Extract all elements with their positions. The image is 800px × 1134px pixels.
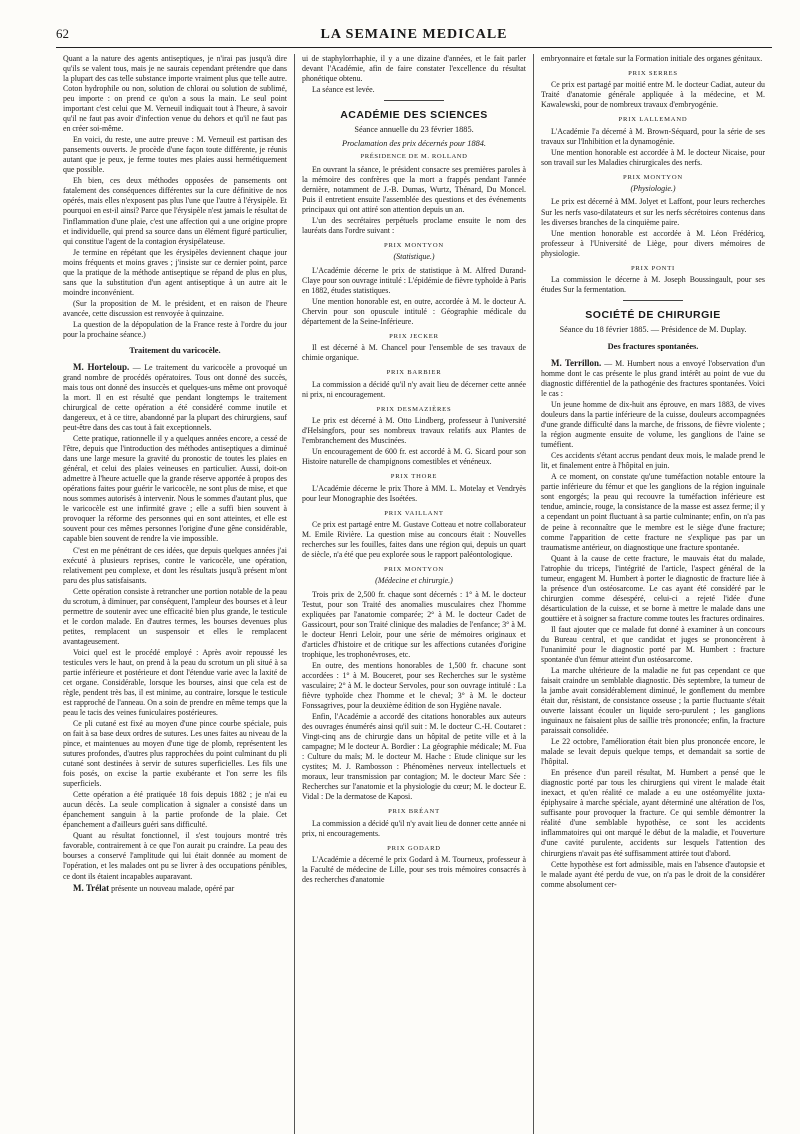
journal-title: LA SEMAINE MEDICALE [320,27,508,42]
speaker-name: M. Terrillon. [551,357,602,368]
prize-subheading: (Physiologie.) [630,184,676,194]
paragraph: En outre, des mentions honorables de 1,500 fr. chacune sont accordées : 1° à M. Bouceret, pour ses Recherches sur le système vasculaire; 2° à M. le docteur Servoles, pour son ouvrage intitulé : La fièvre typhoïde chez l'homme et le cheval; 3° à M. le docteur Fonssagrives, pour la deuxième édition de son Hygiène navale. [302,660,526,710]
page-number: 62 [56,26,69,41]
paragraph: Il est décerné à M. Chancel pour l'ensemble de ses travaux de chimie organique. [302,343,526,363]
paragraph: Trois prix de 2,500 fr. chaque sont décernés : 1° à M. le docteur Testut, pour son Traité des anomalies musculaires chez l'homme expliquées par l'anatomie comparée; 2° à M. le docteur Cadet de Gassicourt, pour son Traité clinique des maladies de l'enfance; 3° à M. le docteur Henri Leloir, pour une série de mémoires originaux et d'articles d'histoire et de critique sur les affections cutanées d'origine trophique, les trophonévroses, etc. [302,589,526,659]
paragraph: La commission a décidé qu'il n'y avait lieu de donner cette année ni prix, ni encouragements. [302,818,526,838]
paragraph: La commission a décidé qu'il n'y avait lieu de décerner cette année ni prix, ni encouragement. [302,379,526,399]
session-line: Séance du 18 février 1885. — Présidence de M. Duplay. [559,325,747,335]
paragraph: En voici, du reste, une autre preuve : M. Verneuil est partisan des pansements ouverts. Je procède d'une façon toute différente, je réunis autant que je peux, je ferme toutes mes plaies aussi hermétiquement que possible. [63,135,287,175]
paragraph: Il faut ajouter que ce malade fut donné à examiner à un concours du Bureau central, et que candidat et juges se prononcèrent à l'unanimité pour le diagnostic porté par M. Humbert : fracture spontanée d'un fémur atteint d'un ostéosarcome. [541,624,765,664]
paragraph: Ce prix est partagé entre M. Gustave Cotteau et notre collaborateur M. Emile Rivière. La question mise au concours était : Nouvelles recherches sur les fouilles, faites dans une région qui, depuis un quart de siècle, n'a été que peu explorée sous le rapport paléontologique. [302,519,526,560]
paragraph: Enfin, l'Académie a accordé des citations honorables aux auteurs des ouvrages énumérés ainsi qu'il suit : M. le docteur C.-H. Coutaret : Vingt-cinq ans de chirurgie dans un hôpital de petite ville et à la campagne; M le docteur A. Bordier : La géographie médicale; M. Fua : Culture du maïs; M. le docteur M. Hache : Etude clinique sur les cystites; M. J. Rambosson : Phénomènes nerveux intellectuels et moraux, leur transmission par contagion; M. le docteur Marc Sée : Recherches sur l'anatomie et la physiologie du cœur; M. le docteur E. Vidal : De la dermatose de Kaposi. [302,711,526,802]
proclamation-line: Proclamation des prix décernés pour 1884. [342,138,486,148]
column-right [533,54,772,1134]
column-middle [294,54,533,1134]
paragraph: L'Académie décerne le prix de statistique à M. Alfred Durand-Claye pour son ouvrage intitulé : L'épidémie de fièvre typhoïde à Paris en 1882, études statistiques. [302,265,526,295]
paragraph-text: présente un nouveau malade, opéré par [111,883,235,893]
paragraph: Quant a la nature des agents antiseptiques, je n'irai pas jusqu'à dire qu'ils se valent tous, mais je ne saurais cependant prétendre que dans la plupart des cas telle substance importe vraiment plus que telle autre. Coton hydrophile ou non, solution de chlorai ou solution de sublimé, peu importe : on prend ce qu'on a sous la main. Le seul point important c'est celui que M. Verneuil indiquait tout à l'heure, à savoir qu'il ne faut pas avoir d'infection venue du dehors et qu'il ne faut pas en créer soi-même. [63,54,287,134]
paragraph: Quant au résultat fonctionnel, il s'est toujours montré très favorable, contrairement à ce que l'on aurait pu craindre. La peau des bourses a conservé l'amplitude qui lui était donnée au moment de l'opération, et les malades ont pu se livrer à des occupations pénibles, ce dont ils étaient incapables auparavant. [63,831,287,881]
paragraph: Cette pratique, rationnelle il y a quelques années encore, a cessé de l'être, depuis que l'introduction des méthodes antiseptiques a diminué dans une large mesure la gravité du pronostic de toutes les plaies en général, et celui des plaies veineuses en particulier. Aussi, doit-on admettre à l'heure actuelle que la grande réserve apportée à propos des opérations faites pour guérir le varicocèle, ne sont plus de mise, et que nous sommes autorisés à intervenir. Nous le sommes d'autant plus, que le varicocèle est une infirmité grave ; elle a suffi bien souvent à provoquer la réforme des personnes qui en sont atteintes, et elle est souvent pour ces mêmes personnes l'origine d'une gêne considérable, capable bien souvent de rendre la vie impossible. [63,434,287,544]
paragraph: Une mention honorable est accordée à M. le docteur Nicaise, pour son travail sur les Maladies chirurgicales des nerfs. [541,147,765,167]
paragraph: Ce prix est partagé par moitié entre M. le docteur Cadiat, auteur du Traité d'anatomie générale appliquée à la médecine, et M. Kawalewski, pour de nombreux travaux d'embryogénie. [541,80,765,110]
paragraph: embryonnaire et fœtale sur la Formation initiale des organes génitaux. [541,54,763,63]
paragraph: En ouvrant la séance, le président consacre ses premières paroles à la mémoire des confrères que la mort a frappés pendant l'année dernière, notamment de J.-B. Dumas, Wurtz, Thénard, Du Moncel. Puis il entretient ensuite l'assemblée des questions et des événements principaux qui ont attiré son attention depuis un an. [302,164,526,214]
prize-subheading: (Médecine et chirurgie.) [375,576,453,586]
prize-heading: PRIX VAILLANT [384,509,444,517]
speaker-name: M. Trélat [73,882,110,893]
page-header [56,26,772,48]
paragraph: Voici quel est le procédé employé : Après avoir repoussé les testicules vers le haut, on prend à la peau du scrotum un pli situé à sa partie inférieure et postérieure et dont l'étendue varie avec la laxité de cet organe. Considérable, lorsque les bourses, ainsi que cela est de règle, pendent très bas, il est minime, au contraire, lorsque le testicule est rapproché de l'anneau. On a soin de prendre en même temps que la peau le tacis des veines funiculaires postérieures. [63,647,287,717]
paragraph: Ces accidents s'étant accrus pendant deux mois, le malade prend le lit, et finalement entre à l'hôpital en juin. [541,451,765,471]
paragraph: Eh bien, ces deux méthodes opposées de pansements ont fatalement des conséquences différentes sur la cure définitive de nos opérés, mais elles n'exposent pas plus l'une que l'autre à l'érysipèle. Et pourquoi en est-il ainsi? Parce que l'érysipèle n'est jamais le résultat de l'inflammation d'une plaie, c'est une affection qui a une origine propre et individuelle, qui prend sa source dans un élément figuré particulier, qui constitue l'agent de la contagion érysipélateuse. [63,176,287,246]
session-line: Séance annuelle du 23 février 1885. [354,125,474,135]
paragraph: Cette opération a été pratiquée 18 fois depuis 1882 ; je n'ai eu aucun décès. La seule complication à signaler a consisté dans un épanchement sanguin à la partie profonde de la plaie. Cet épanchement a d'ailleurs guéri sans difficulté. [63,790,287,830]
divider [623,300,683,301]
section-title: SOCIÉTÉ DE CHIRURGIE [585,309,721,322]
presidence-line: PRÉSIDENCE DE M. ROLLAND [360,152,468,160]
paragraph: Le 22 octobre, l'amélioration était bien plus prononcée encore, le malade se levait depuis quelque temps, et demandait sa sortie de l'hôpital. [541,737,765,767]
section-heading: Traitement du varicocèle. [129,345,221,355]
paragraph: A ce moment, on constate qu'une tuméfaction notable entoure la partie inférieure du fémur et que les ganglions de la région inguinale sont engorgés; la peau qui recouvre la tuméfaction inférieure est tendue, amincie, rouge, la consistance de la masse est assez ferme; il y a cependant un point fluctuant à sa partie culminante; enfin, on n'a pas de peine à reconnaître que le membre est le siège d'une fracture; comme l'apparition de cette fracture ne s'explique pas par un traumatisme antérieur, on diagnostique une fracture spontanée. [541,472,765,552]
paragraph: Cette opération consiste à retrancher une portion notable de la peau du scrotum, à diminuer, par conséquent, l'ampleur des bourses et à leur permettre de soutenir avec une efficacité bien plus grande, le testicule et le cordon malade. En d'autres termes, les bourses devenues plus petites, remplacent un suspensoir et elles le remplacent avantageusement. [63,586,287,646]
paragraph: (Sur la proposition de M. le président, et en raison de l'heure avancée, cette discussion est renvoyée à quinzaine. [63,298,287,318]
paragraph-text: — M. Humbert nous a envoyé l'observation d'un homme dont le cas présente le plus grand intérêt au point de vue du diagnostic différentiel de la pathogénie des fractures spontanées. Voici le cas : [541,358,765,399]
prize-heading: PRIX MONTYON [623,173,683,181]
paragraph: La marche ultérieure de la maladie ne fut pas cependant ce que faisait craindre un semblable diagnostic. Dès septembre, la tumeur de la jambe avait considérablement diminué, le gonflement du membre était dur, résistant, de consistance osseuse ; la partie fluctuante s'était ouverte laissant écouler un liquide sero-purulent ; les ganglions inguinaux ne faisaient plus de saillie très prononcée; enfin, la fracture paraissait consolidée. [541,665,765,736]
paragraph: Cette hypothèse est fort admissible, mais en l'absence d'autopsie et le malade ayant été perdu de vue, on n'a pas le droit de la considérer comme absolument cer- [541,859,765,889]
paragraph: En présence d'un pareil résultat, M. Humbert a pensé que le diagnostic porté par tous les chirurgiens qui virent le malade était inexact, et qu'en réalité ce malade a eu une ostéomyélite juxta-épiphysaire à marche spéciale, ayant déterminé une altération de l'os, suffisante pour provoquer la fracture. Ce qui semble démontrer la réalité d'une semblable hypothèse, ce sont les accidents inflammatoires qui ont marqué le début de la maladie, et l'ouverture d'une cavité purulente, accidents sur lesquels l'attention des chirurgiens n'avait pas été suffisamment attirée tout d'abord. [541,768,765,858]
paragraph: Un encouragement de 600 fr. est accordé à M. G. Sicard pour son Histoire naturelle de champignons comestibles et vénéneux. [302,447,526,467]
paragraph: Je termine en répétant que les érysipèles deviennent chaque jour moins fréquents et moins graves ; j'insiste sur ce dernier point, parce que la pratique de la méthode antiseptique se répand de plus en plus, sans que la substitution d'un agent antiseptique à un autre ait le moindre inconvénient. [63,247,287,297]
section-title: ACADÉMIE DES SCIENCES [340,109,488,122]
paragraph: La séance est levée. [312,85,375,95]
prize-heading: PRIX LALLEMAND [618,116,688,124]
paragraph: Ce pli cutané est fixé au moyen d'une pince courbe spéciale, puis on fait à sa base deux ordres de sutures. Les unes faites au niveau de la pince, et maintenues au moyen d'une tige de plomb, représentent les sutures profondes, d'autres plus rapprochées du point culminant du pli cutané sont destinées à servir de sutures superficielles. Les fils une fois posés, on excise la partie exubérante et l'on serre les fils superficiels. [63,719,287,789]
prize-heading: PRIX THORE [390,473,438,481]
prize-heading: PRIX GODARD [387,844,441,852]
prize-subheading: (Statistique.) [393,252,435,262]
divider [384,100,444,101]
prize-heading: PRIX JECKER [389,332,439,340]
paragraph: L'Académie décerne le prix Thore à MM. L. Motelay et Vendryès pour leur Monographie des Isoétées. [302,483,526,503]
prize-heading: PRIX BARBIER [386,369,442,377]
section-heading: Des fractures spontanées. [607,341,699,351]
paragraph: L'Académie l'a décerné à M. Brown-Séquard, pour la série de ses travaux sur l'Inhibition et la dynamogénie. [541,126,765,146]
prize-heading: PRIX DESMAZIÈRES [376,405,452,413]
paragraph: La question de la dépopulation de la France reste à l'ordre du jour pour la prochaine séance.) [63,319,287,339]
paragraph-text: — Le traitement du varicocèle a provoqué un grand nombre de procédés opératoires. Tous ont donné des succès, mais tous ont donné des insuccès et quelques-uns même ont provoqué la mort. Il en est résulté que pendant longtemps le traitement chirurgical de cette opération a été considéré comme inutile et dangereux, et à ce titre, abandonné par la plupart des chirurgiens, sauf peut-être dans des cas tout à fait exceptionnels. [63,362,287,433]
prize-heading: PRIX MONTYON [384,242,444,250]
paragraph: Une mention honorable est accordée à M. Léon Frédéricq, professeur à l'Université de Liège, pour divers mémoires de physiologie. [541,228,765,258]
prize-heading: PRIX SERRES [628,70,678,78]
columns [56,54,772,1134]
paragraph: Quant à la cause de cette fracture, le mauvais état du malade, l'atrophie du triceps, l'intégrité de l'article, l'aspect général de la tumeur, engagent M. Humbert à porter le diagnostic de fracture liée à la présence d'un ostéosarcome. Le cas ayant été considéré par le chirurgien comme désespéré, celui-ci a rejeté l'idée d'une désarticulation de la cuisse, et se borne à mettre le malade dans une gouttière et à soigner sa fracture comme toutes les fractures ordinaires. [541,553,765,623]
prize-heading: PRIX MONTYON [384,566,444,574]
speaker-name: M. Horteloup. [73,361,130,372]
paragraph: L'Académie a décerné le prix Godard à M. Tourneux, professeur à la Faculté de médecine de Lille, pour ses trois mémoires consacrés à des recherches d'anatomie [302,855,526,885]
prize-heading: PRIX PONTI [630,264,676,272]
paragraph: Le prix est décerné à M. Otto Lindberg, professeur à l'université d'Helsingfors, pour ses nombreux travaux relatifs aux Plantes de l'embranchement des Muscinées. [302,416,526,446]
prize-heading: PRIX BRÉANT [388,808,440,816]
paragraph: Une mention honorable est, en outre, accordée à M. le docteur A. Chervin pour son opuscule intitulé : Géographie médicale du département de la Seine-Inférieure. [302,296,526,326]
paragraph: Un jeune homme de dix-huit ans éprouve, en mars 1883, de vives douleurs dans la partie inférieure de la cuisse, douleurs accompagnées d'une grande difficulté dans la marche, de frissons, de fièvre violente ; la région augmente ensuite de volume, les ganglions de l'aine se tuméfient. [541,400,765,450]
paragraph: La commission le décerne à M. Joseph Boussingault, pour ses études Sur la fermentation. [541,275,765,295]
paragraph: ui de staphylorrhaphie, il y a une dizaine d'années, et le fait parler devant l'Académie, afin de faire constater l'excellence du résultat phonétique obtenu. [302,54,526,84]
column-left [56,54,294,1134]
paragraph: L'un des secrétaires perpétuels proclame ensuite le nom des lauréats dans l'ordre suivant : [302,216,526,236]
paragraph: C'est en me pénétrant de ces idées, que depuis quelques années j'ai exécuté à plusieurs reprises, contre le varicocèle, une opération, relativement peu complexe, et dont les résultats jusqu'à présent m'ont paru des plus satisfaisants. [63,545,287,585]
paragraph: Le prix est décerné à MM. Jolyet et Laffont, pour leurs recherches Sur les nerfs vaso-dilatateurs et sur les nerfs sécrétoires contenus dans les diverses branches de la cinquième paire. [541,197,765,227]
